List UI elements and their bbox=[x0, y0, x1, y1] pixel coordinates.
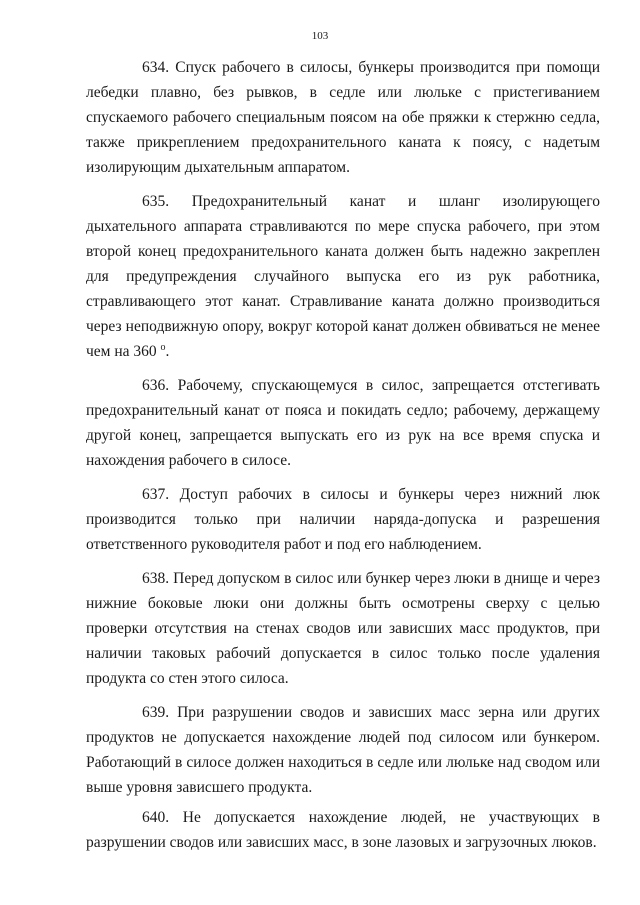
paragraph-637: 637. Доступ рабочих в силосы и бункеры через нижний люк производится только при наличии наряда-допуска и разрешения ответственного руководителя работ и под его наблюдением. bbox=[86, 486, 600, 553]
paragraph-640: 640. Не допускается нахождение людей, не участвующих в разрушении сводов или зависших масс, в зоне лазовых и загрузочных люков. bbox=[86, 809, 600, 851]
paragraph-635-end: . bbox=[165, 343, 170, 360]
paragraph-639: 639. При разрушении сводов и зависших масс зерна или других продуктов не допускается нахождение людей под силосом или бункером. Работающий в силосе должен находиться в седле или люльке над сводом или выше уровня зависшего продукта. bbox=[86, 704, 600, 796]
document-body bbox=[86, 55, 600, 855]
degree-sign: о bbox=[160, 342, 166, 353]
paragraph-635 bbox=[86, 189, 600, 364]
paragraph-636: 636. Рабочему, спускающемуся в силос, запрещается отстегивать предохранительный канат от пояса и покидать седло; рабочему, держащему другой конец, запрещается выпускать его из рук на все время спуска и нахождения рабочего в силосе. bbox=[86, 377, 600, 469]
page-number: 103 bbox=[311, 30, 329, 42]
paragraph-638: 638. Перед допуском в силос или бункер через люки в днище и через нижние боковые люки они должны быть осмотрены сверху с целью проверки отсутствия на стенах сводов или зависших масс продуктов, при наличии таковых рабочий допускается в силос только после удаления продукта со стен этого силоса. bbox=[86, 570, 600, 687]
paragraph-634: 634. Спуск рабочего в силосы, бункеры производится при помощи лебедки плавно, без рывков, в седле или люльке с пристегиванием спускаемого рабочего специальным поясом на обе пряжки к стержню седла, также прикреплением предохранительного каната к поясу, с надетым изолирующим дыхательным аппаратом. bbox=[86, 59, 600, 176]
paragraph-635-text: 635. Предохранительный канат и шланг изолирующего дыхательного аппарата стравливаются по мере спуска рабочего, при этом второй конец предохранительного каната должен быть надежно закреплен для предупреждения случайного выпуска его из рук работника, стравливающего этот канат. Стравливание каната должно производиться через неподвижную опору, вокруг которой канат должен обвиваться не менее чем на 360 bbox=[86, 193, 600, 360]
